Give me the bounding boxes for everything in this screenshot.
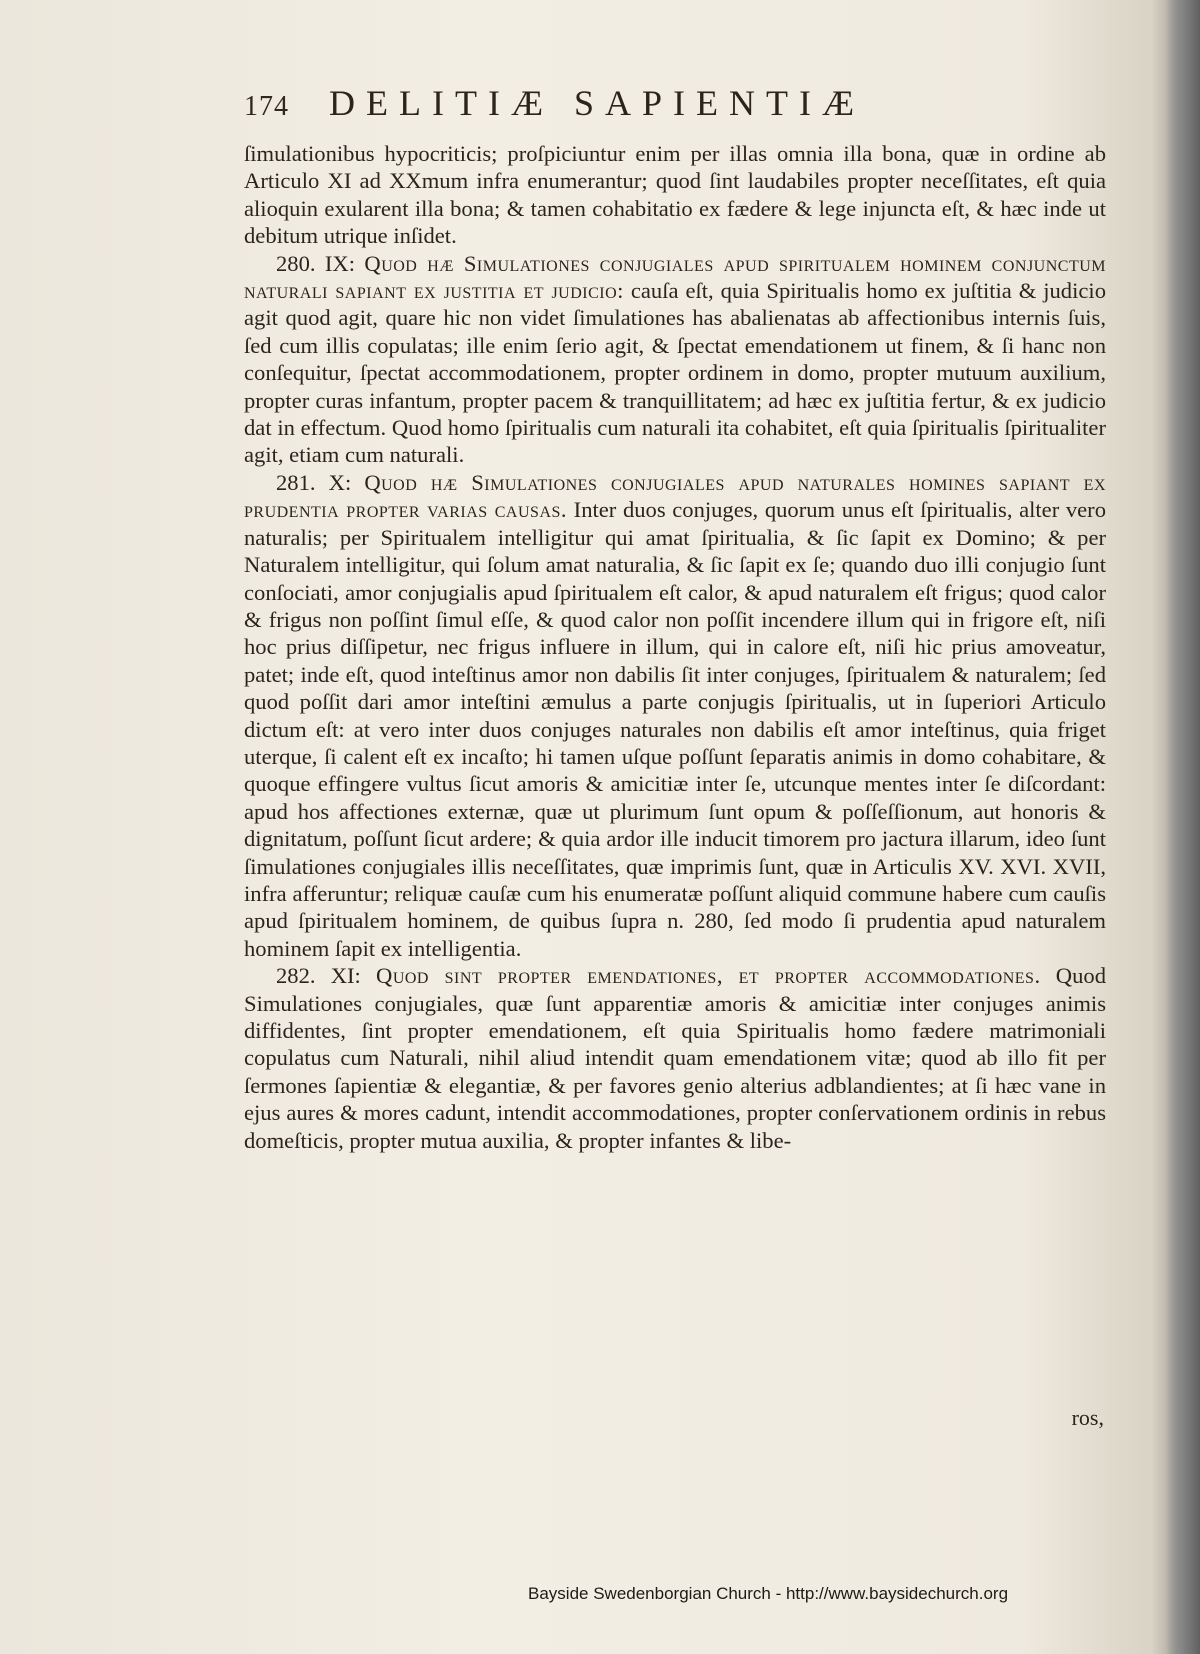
paragraph-heading: Quod sint propter emendationes, et propter accommodationes. bbox=[376, 963, 1041, 989]
footer-credit: Bayside Swedenborgian Church - http://www.baysidechurch.org bbox=[528, 1584, 1009, 1603]
paragraph-282 bbox=[244, 962, 1106, 1154]
page-spine-shadow bbox=[1166, 0, 1200, 1654]
paragraph-number: 281. X: bbox=[276, 469, 352, 495]
paragraph-281 bbox=[244, 469, 1106, 962]
running-head: DELITIÆ SAPIENTIÆ bbox=[329, 83, 865, 123]
body-text bbox=[244, 140, 1106, 1154]
paragraph-text: cauſa eſt, quia Spiritualis homo ex juſtitia & judicio agit quod agit, quare hic non videt ſimulationes has abalienatas ab affectionibus internis ſuis, ſed cum illis copulatas; ille enim ſerio agit, & ſpectat emendationem ut finem, & ſi hanc non conſequitur, ſpectat accommodationem, propter ordinem in domo, propter mutuum auxilium, propter curas infantum, propter pacem & tranquillitatem; ad hæc ex juſtitia fertur, & ex judicio dat in effectum. Quod homo ſpiritualis cum naturali ita cohabitet, eſt quia ſpiritualis ſpiritualiter agit, etiam cum naturali. bbox=[244, 278, 1106, 468]
paragraph-heading: Quod hæ Simulationes conjugiales apud naturales homines sapiant ex prudentia propter varias causas. bbox=[244, 469, 1106, 523]
paragraph-text: Quod Simulationes conjugiales, quæ ſunt apparentiæ amoris & amicitiæ inter conjuges animis diffidentes, ſint propter emendationem, eſt quia Spiritualis homo fædere matrimoniali copulatus cum Naturali, nihil aliud intendit quam emendationem vitæ; quod ab illo fit per ſermones ſapientiæ & elegantiæ, & per favores genio alterius adblandientes; at ſi hæc vane in ejus aures & mores cadunt, intendit accommodationes, propter conſervationem ordinis in rebus domeſticis, propter mutua auxilia, & propter infantes & libe- bbox=[244, 963, 1106, 1153]
paragraph-number: 280. IX: bbox=[276, 250, 356, 276]
paragraph-280 bbox=[244, 250, 1106, 469]
page-header bbox=[244, 82, 1004, 126]
continuation-paragraph: ſimulationibus hypocriticis; proſpiciuntur enim per illas omnia illa bona, quæ in ordine ab Articulo XI ad XXmum infra enumerantur; quod ſint laudabiles propter neceſſitates, eſt quia alioquin exularent illa bona; & tamen cohabitatio ex fædere & lege injuncta eſt, & hæc inde ut debitum utrique inſidet. bbox=[244, 141, 1106, 249]
paragraph-heading: Quod hæ Simulationes conjugiales apud spiritualem hominem conjunctum naturali sapiant ex justitia et judicio: bbox=[244, 250, 1107, 304]
paragraph-number: 282. XI: bbox=[276, 963, 361, 989]
page-number: 174 bbox=[244, 91, 289, 122]
paragraph-text: Inter duos conjuges, quorum unus eſt ſpiritualis, alter vero naturalis; per Spiritualem intelligitur qui amat ſpiritualia, & ſic ſapit ex Domino; & per Naturalem intelligitur, qui ſolum amat naturalia, & ſic ſapit ex ſe; quando duo illi conjugio ſunt conſociati, amor conjugialis apud ſpiritualem eſt calor, & apud naturalem eſt frigus; quod calor & frigus non poſſint ſimul eſſe, & quod calor non poſſit incendere illum qui in frigore eſt, niſi hoc prius diſſipetur, nec frigus influere in illum, qui in calore eſt, niſi hic prius amoveatur, patet; inde eſt, quod inteſtinus amor non dabilis ſit inter conjuges, ſpiritualem & naturalem; ſed quod poſſit dari amor inteſtini æmulus a parte conjugis ſpiritualis, ut in ſuperiori Articulo dictum eſt: at vero inter duos conjuges naturales non dabilis eſt amor inteſtinus, quia friget uterque, ſi calent eſt ex incaſto; hi tamen uſque poſſunt ſeparatis animis in domo cohabitare, & quoque effingere vultus ſicut amoris & amicitiæ inter ſe, utcunque mentes inter ſe diſcordant: apud hos affectiones externæ, quæ ut plurimum ſunt opum & poſſeſſionum, aut honoris & dignitatum, poſſunt ſicut ardere; & quia ardor ille inducit timorem pro jactura illarum, ideo ſunt ſimulationes conjugiales illis neceſſitates, quæ imprimis ſunt, quæ in Articulis XV. XVI. XVII, infra afferuntur; reliquæ cauſæ cum his enumeratæ poſſunt aliquid commune habere cum cauſis apud ſpiritualem hominem, de quibus ſupra n. 280, ſed modo ſi prudentia apud naturalem hominem ſapit ex intelligentia. bbox=[244, 497, 1106, 961]
catchword: ros, bbox=[1071, 1405, 1104, 1430]
